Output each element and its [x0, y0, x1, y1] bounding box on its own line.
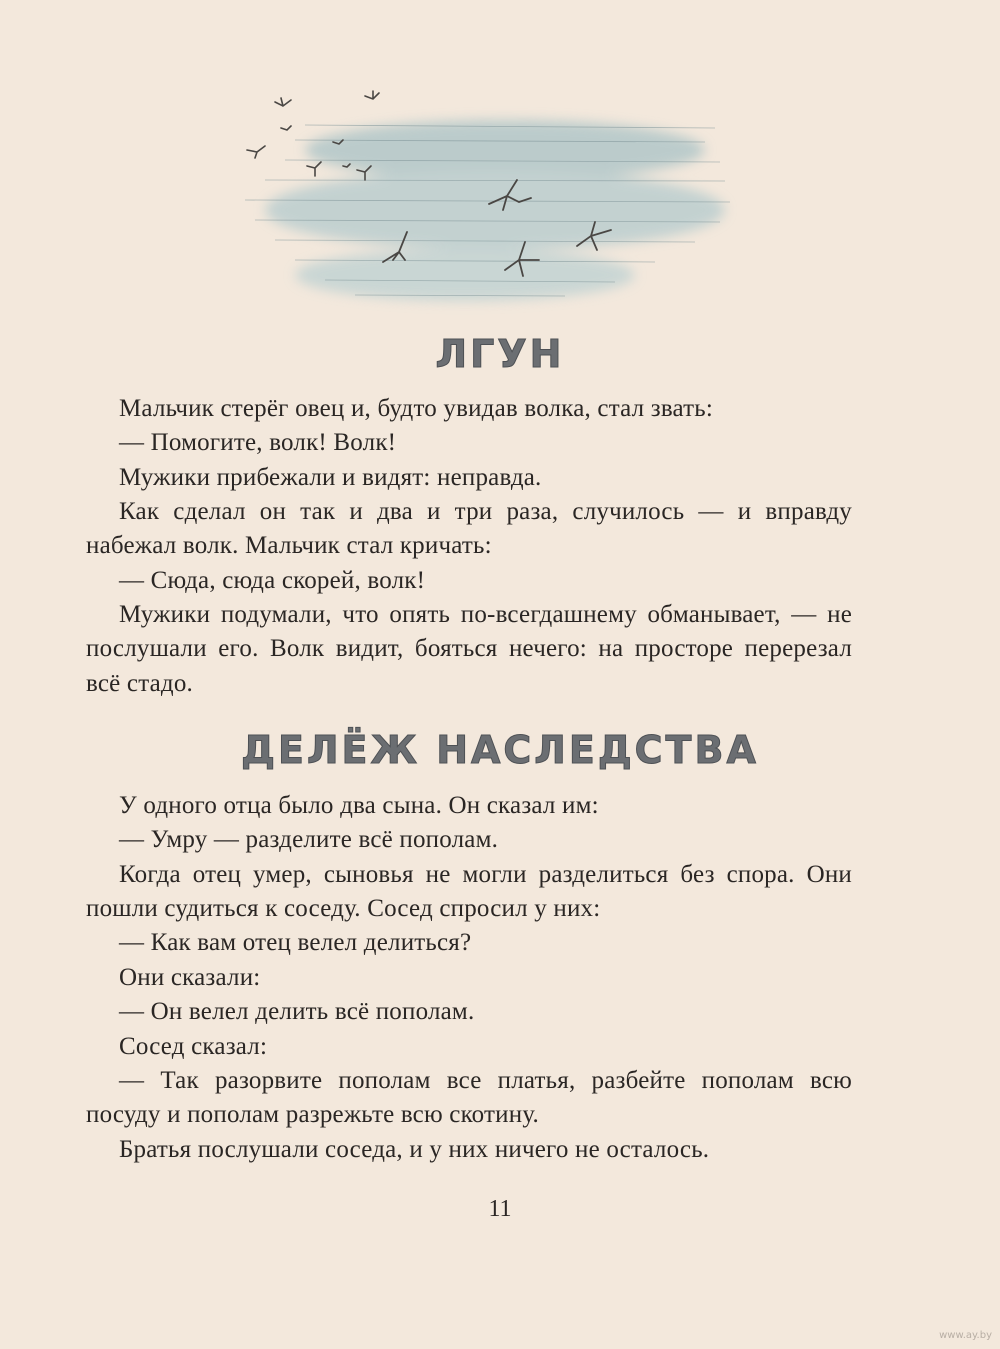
paragraph: Братья послушали соседа, и у них ничего не осталось. [119, 1136, 710, 1163]
paragraph: Как сделал он так и два и три раза, случилось — и вправду набежал волк. Мальчик стал кричать: [86, 498, 852, 560]
bird-icon [365, 91, 379, 99]
paragraph: У одного отца было два сына. Он сказал им: [119, 792, 599, 819]
paragraph: Мужики подумали, что опять по-всегдашнему обманывает, — не послушали его. Волк видит, бояться нечего: на просторе перерезал всё стадо. [86, 601, 852, 697]
bird-icon [247, 146, 265, 158]
paragraph: — Так разорвите пополам все платья, разбейте пополам всю посуду и пополам разрежьте всю скотину. [86, 1067, 852, 1129]
paragraph: Сосед сказал: [119, 1033, 268, 1060]
bird-icon [275, 98, 291, 106]
paragraph: Мальчик стерёг овец и, будто увидав волка, стал звать: [119, 395, 714, 422]
paragraph: Они сказали: [119, 964, 261, 991]
bird-icon [281, 126, 291, 130]
paragraph: Когда отец умер, сыновья не могли разделиться без спора. Они пошли судиться к соседу. Сосед спросил у них: [86, 861, 852, 923]
paragraph: — Сюда, сюда скорей, волк! [119, 567, 426, 594]
watermark: www.ay.by [939, 1330, 992, 1341]
bird-icon [307, 162, 321, 176]
page-number: 11 [488, 1196, 512, 1222]
paragraph: — Как вам отец велел делиться? [119, 929, 472, 956]
paragraph: — Умру — разделите всё пополам. [119, 826, 499, 853]
paragraph: — Помогите, волк! Волк! [119, 429, 397, 456]
birds-in-sky-illustration [225, 80, 745, 320]
paragraph: — Он велел делить всё пополам. [119, 998, 475, 1025]
story-title: ЛГУН [435, 332, 565, 376]
story-title: ДЕЛЁЖ НАСЛЕДСТВА [241, 728, 759, 772]
paragraph: Мужики прибежали и видят: неправда. [119, 464, 542, 491]
